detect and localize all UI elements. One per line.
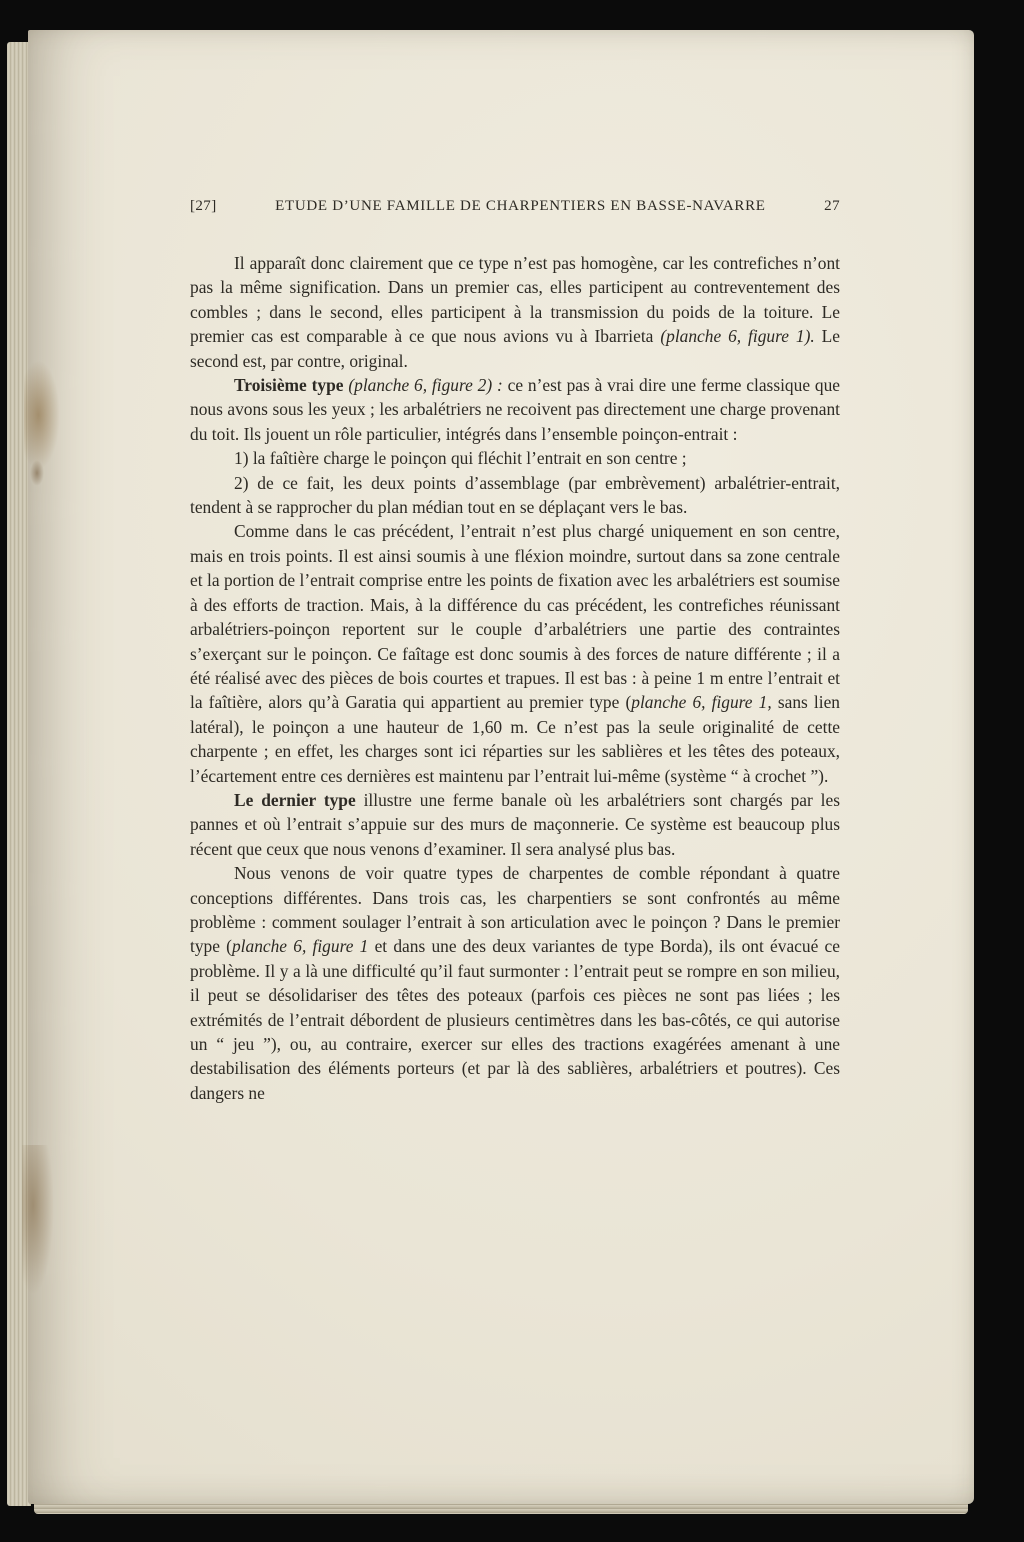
text-body: [190, 251, 840, 1105]
page-number: 27: [824, 198, 840, 214]
paragraph: [190, 251, 840, 373]
text-run-bold: Troisième type: [234, 375, 349, 396]
text-run-normal: Nous venons de voir quatre types de charpentes de comble répondant à quatre conceptions différentes. Dans trois cas, les charpentiers se sont confrontés au même problème : comment soulager l’entrait à son articulation avec le poinçon ? Dans le premier type (: [190, 863, 840, 957]
paper-stain: [30, 460, 44, 486]
paragraph: [190, 788, 840, 861]
text-run-normal: sans lien latéral), le poinçon a une hauteur de 1,60 m. Ce n’est pas la seule originalité de cette charpente ; en effet, les charges sont ici réparties sur les sablières et les têtes des poteaux, l’écartement entre ces dernières est maintenu par l’entrait lui-même (système “ à crochet ”).: [190, 692, 840, 786]
book-page: [28, 30, 974, 1504]
text-run-normal: ce n’est pas à vrai dire une ferme classique que nous avons sous les yeux ; les arbalétriers ne recoivent pas directement une charge provenant du toit. Ils jouent un rôle particulier, intégrés dans l’ensemble poinçon-entrait :: [190, 375, 840, 444]
paragraph: [190, 373, 840, 446]
text-run-italic: (planche 6, figure 2) :: [348, 375, 503, 396]
text-run-normal: 2) de ce fait, les deux points d’assemblage (par embrèvement) arbalétrier-entrait, tendent à se rapprocher du plan médian tout en se déplaçant vers le bas.: [190, 472, 840, 518]
text-run-normal: et dans une des deux variantes de type Borda), ils ont évacué ce problème. Il y a là une difficulté qu’il faut surmonter : l’entrait peut se rompre en son milieu, il peut se désolidariser des têtes des poteaux (parfois ces pièces ne sont pas liées ; les extrémités de l’entrait débordent de plusieurs centimètres dans les bas-côtés, ce qui autorise un “ jeu ”), ou, au contraire, exercer sur elles des tractions exagérées amenant à une destabilisation des éléments porteurs (et par là des sablières, arbalétriers et poutres). Ces dangers ne: [190, 936, 840, 1103]
text-run-normal: Il apparaît donc clairement que ce type n’est pas homogène, car les contrefiches n’ont pas la même signification. Dans un premier cas, elles participent au contreventement des combles ; dans le second, elles participent à la transmission du poids de la toiture. Le premier cas est comparable à ce que nous avions vu à Ibarrieta: [190, 253, 840, 347]
text-run-normal: Comme dans le cas précédent, l’entrait n’est plus chargé uniquement en son centre, mais en trois points. Il est ainsi soumis à une fléxion moindre, surtout dans sa zone centrale et la portion de l’entrait comprise entre les points de fixation avec les arbalétriers est soumise à des efforts de traction. Mais, à la différence du cas précédent, les contrefiches réunissant arbalétriers-poinçon reportent sur le couple d’arbalétriers une partie des contraintes s’exerçant sur le poinçon. Ce faîtage est donc soumis à des forces de nature différente ; il a été réalisé avec des pièces de bois courtes et trapues. Il est bas : à peine 1 m entre l’entrait et la faîtière, alors qu’à Garatia qui appartient au premier type (: [190, 521, 840, 713]
text-run-bold: Le dernier type: [234, 789, 356, 810]
text-run-normal: 1) la faîtière charge le poinçon qui fléchit l’entrait en son centre ;: [234, 448, 687, 469]
paragraph: [190, 471, 840, 520]
section-ref: [27]: [190, 198, 217, 214]
text-run-italic: planche 6, figure 1: [231, 936, 369, 957]
running-head: [190, 198, 840, 215]
text-run-normal: Le second est, par contre, original.: [190, 326, 840, 371]
text-run-normal: illustre une ferme banale où les arbalétriers sont chargés par les pannes et où l’entrait s’appuie sur des murs de maçonnerie. Ce système est beaucoup plus récent que ceux que nous venons d’examiner. Il sera analysé plus bas.: [190, 789, 840, 859]
text-run-italic: (planche 6, figure 1).: [660, 326, 815, 347]
page-content: [190, 30, 840, 1105]
paragraph: [190, 519, 840, 787]
text-run-italic: planche 6, figure 1,: [631, 692, 772, 713]
paragraph: [190, 861, 840, 1105]
paragraph: [190, 446, 840, 470]
running-title: ETUDE D’UNE FAMILLE DE CHARPENTIERS EN BASSE-NAVARRE: [275, 198, 766, 214]
paper-stain: [24, 360, 60, 470]
